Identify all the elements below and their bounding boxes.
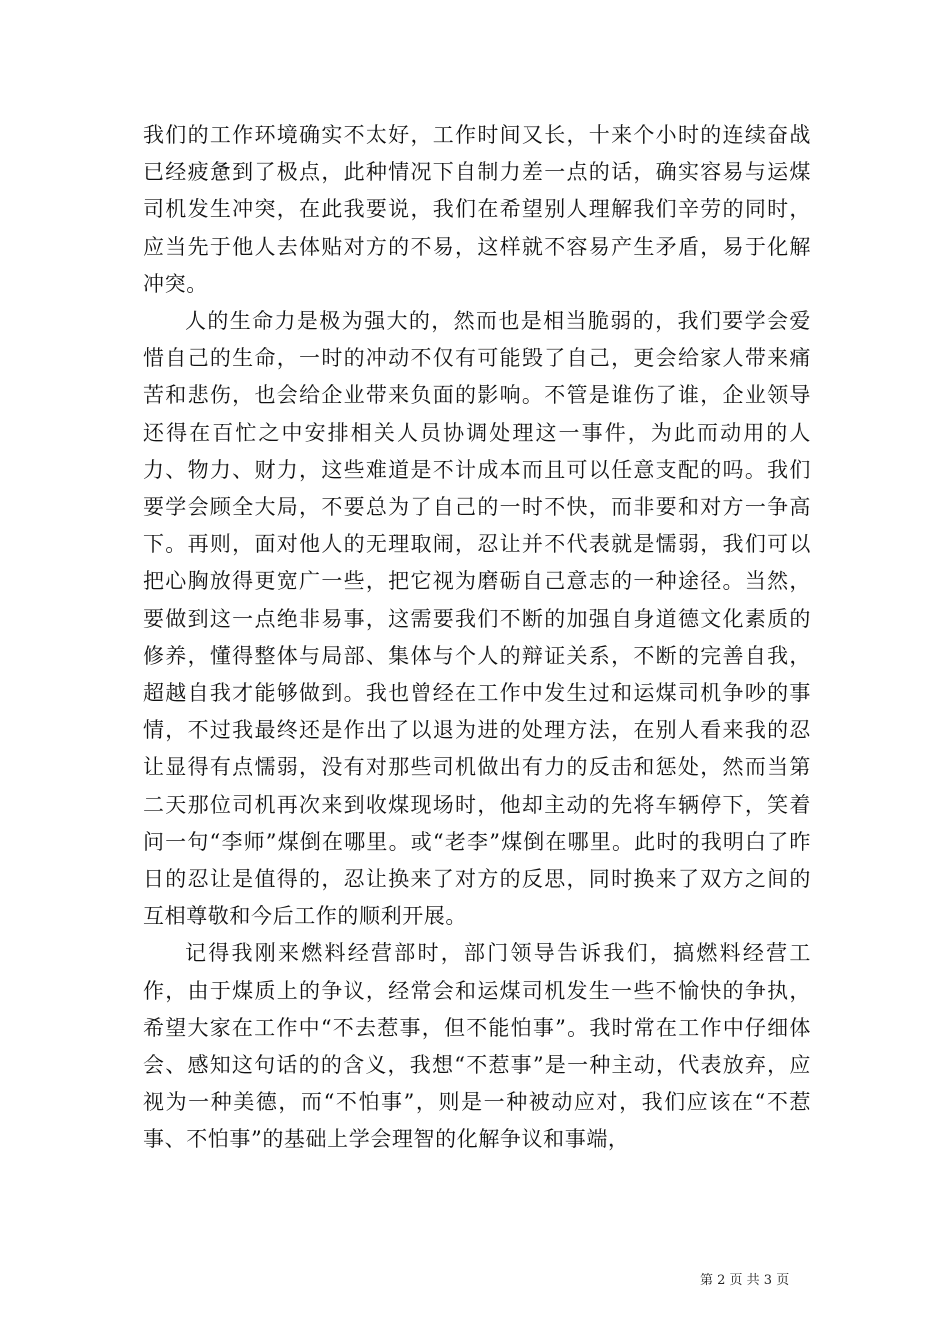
paragraph: 记得我刚来燃料经营部时，部门领导告诉我们，搞燃料经营工作，由于煤质上的争议，经常会和运煤司机发生一些不愉快的争执，希望大家在工作中“不去惹事，但不能怕事”。我时常在工作中仔细体会、感知这句话的的含义，我想“不惹事”是一种主动，代表放弃，应视为一种美德，而“不怕事”，则是一种被动应对，我们应该在“不惹事、不怕事”的基础上学会理智的化解争议和事端， <box>143 941 811 1152</box>
paragraph-continued: 我们的工作环境确实不太好，工作时间又长，十来个小时的连续奋战已经疲惫到了极点，此种情况下自制力差一点的话，确实容易与运煤司机发生冲突，在此我要说，我们在希望别人理解我们辛劳的同时，应当先于他人去体贴对方的不易，这样就不容易产生矛盾，易于化解冲突。 <box>143 123 811 296</box>
body-text <box>143 117 811 1159</box>
paragraph: 人的生命力是极为强大的，然而也是相当脆弱的，我们要学会爱惜自己的生命，一时的冲动不仅有可能毁了自己，更会给家人带来痛苦和悲伤，也会给企业带来负面的影响。不管是谁伤了谁，企业领导还得在百忙之中安排相关人员协调处理这一事件，为此而动用的人力、物力、财力，这些难道是不计成本而且可以任意支配的吗。我们要学会顾全大局，不要总为了自己的一时不快，而非要和对方一争高下。再则，面对他人的无理取闹，忍让并不代表就是懦弱，我们可以把心胸放得更宽广一些，把它视为磨砺自己意志的一种途径。当然，要做到这一点绝非易事，这需要我们不断的加强自身道德文化素质的修养，懂得整体与局部、集体与个人的辩证关系，不断的完善自我，超越自我才能够做到。我也曾经在工作中发生过和运煤司机争吵的事情，不过我最终还是作出了以退为进的处理方法，在别人看来我的忍让显得有点懦弱，没有对那些司机做出有力的反击和惩处，然而当第二天那位司机再次来到收煤现场时，他却主动的先将车辆停下，笑着问一句“李师”煤倒在哪里。或“老李”煤倒在哪里。此时的我明白了昨日的忍让是值得的，忍让换来了对方的反思，同时换来了双方之间的互相尊敬和今后工作的顺利开展。 <box>143 309 811 929</box>
page-number-footer: 第 2 页 共 3 页 <box>700 1273 790 1288</box>
